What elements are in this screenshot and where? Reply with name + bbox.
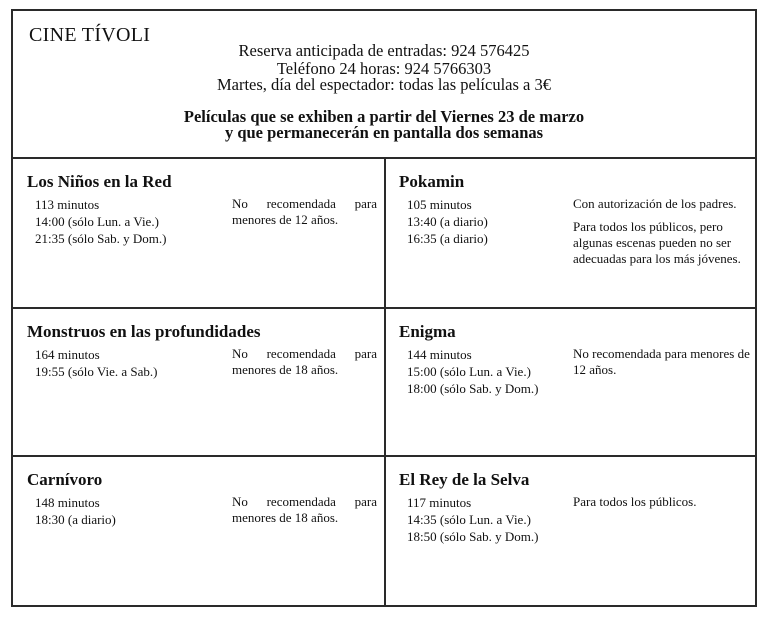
rating-text: Para todos los públicos. [573,494,697,509]
listing-header [13,11,755,159]
movie-rating [573,196,751,267]
movie-schedule [35,494,116,528]
movie-title: Pokamin [399,172,465,191]
showtime: 19:55 (sólo Vie. a Sab.) [35,364,158,379]
showtime: 18:00 (sólo Sab. y Dom.) [407,381,539,396]
hotline-phone-line: Teléfono 24 horas: 924 5766303 [276,59,492,78]
movie-rating [232,494,377,526]
movie-title: Monstruos en las profundidades [27,322,261,341]
movie-card [386,309,757,457]
movie-title: Los Niños en la Red [27,172,172,191]
movie-card [386,457,757,605]
movie-duration: 144 minutos [407,347,472,362]
showtime: 18:30 (a diario) [35,512,116,527]
movie-duration: 117 minutos [407,495,472,510]
booking-phone-line: Reserva anticipada de entradas: 924 576425 [238,41,530,60]
movie-title: Carnívoro [27,470,103,489]
movie-card [386,159,757,307]
showtime: 16:35 (a diario) [407,231,488,246]
showtime: 13:40 (a diario) [407,214,488,229]
headline-line-2: y que permanecerán en pantalla dos semanas [224,123,544,142]
movie-card [13,457,384,605]
rating-text: Con autorización de los padres. [573,196,737,211]
movie-grid [13,159,755,605]
movie-card [13,309,384,457]
movie-duration: 164 minutos [35,347,100,362]
discount-day-line: Martes, día del espectador: todas las películas a 3€ [216,75,551,94]
cinema-name: CINE TÍVOLI [29,24,151,46]
rating-text: No recomendada para menores de 12 años. [573,346,750,377]
movie-schedule [35,196,166,247]
movie-schedule [407,346,538,397]
showtime: 18:50 (sólo Sab. y Dom.) [407,529,539,544]
rating-text: No recomendada para menores de 12 años. [232,196,377,227]
rating-text: Para todos los públicos, pero algunas escenas pueden no ser adecuadas para los más jóvenes. [573,219,741,266]
movie-duration: 105 minutos [407,197,472,212]
movie-card [13,159,384,307]
movie-schedule [407,494,538,545]
rating-text: No recomendada para menores de 18 años. [232,346,377,377]
movie-duration: 113 minutos [35,197,100,212]
movie-title: El Rey de la Selva [399,470,530,489]
showtime: 15:00 (sólo Lun. a Vie.) [407,364,531,379]
movie-title: Enigma [399,322,456,341]
cinema-listing [11,9,757,607]
movie-schedule [35,346,157,380]
headline-line-1: Películas que se exhiben a partir del Viernes 23 de marzo [183,107,585,126]
rating-text: No recomendada para menores de 18 años. [232,494,377,525]
movie-rating [573,346,751,378]
movie-rating [232,346,377,378]
movie-rating [232,196,377,228]
showtime: 14:35 (sólo Lun. a Vie.) [407,512,531,527]
showtime: 21:35 (sólo Sab. y Dom.) [35,231,167,246]
showtime: 14:00 (sólo Lun. a Vie.) [35,214,159,229]
movie-rating [573,494,751,510]
movie-duration: 148 minutos [35,495,100,510]
movie-schedule [407,196,488,247]
